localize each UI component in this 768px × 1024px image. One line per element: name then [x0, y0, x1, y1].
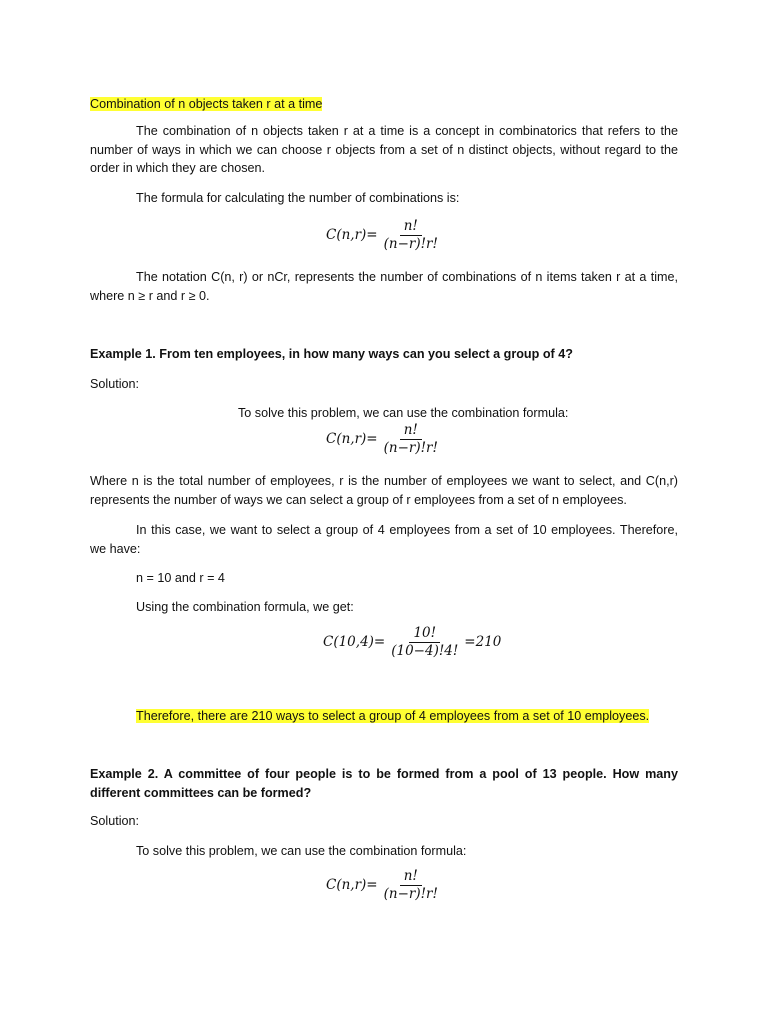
section-heading: [90, 95, 678, 114]
calc-result: =210: [464, 634, 502, 650]
highlighted-heading: Combination of n objects taken r at a time: [90, 97, 323, 111]
formula-lhs: C(n,r)=: [326, 431, 378, 447]
example1-where-text: Where n is the total number of employees, r is the number of employees we want to select, and C(n,r) represents the number of ways we can select a group of r employees from a set of n employees.: [90, 474, 678, 507]
example1-case-text: In this case, we want to select a group of 4 employees from a set of 10 employees. Therefore, we have:: [90, 523, 678, 556]
example1-solution-label: Solution:: [90, 377, 140, 391]
example1-calculation: [323, 626, 501, 659]
formula-numerator: n!: [400, 219, 422, 236]
combination-formula: [326, 219, 444, 252]
formula-numerator: n!: [400, 423, 422, 440]
example1-formula: [326, 423, 444, 456]
example1-use-formula: To solve this problem, we can use the combination formula:: [238, 406, 569, 420]
formula-lhs: C(n,r)=: [326, 877, 378, 893]
calc-numerator: 10!: [409, 626, 440, 643]
formula-denominator: (n−r)!r!: [383, 236, 438, 252]
highlighted-conclusion: Therefore, there are 210 ways to select a group of 4 employees from a set of 10 employees.: [136, 709, 650, 723]
formula-lhs: C(n,r)=: [326, 227, 378, 243]
formula-intro: The formula for calculating the number of combinations is:: [136, 191, 460, 205]
example1-conclusion: [136, 707, 696, 726]
notation-paragraph: The notation C(n, r) or nCr, represents the number of combinations of n items taken r at a time, where n ≥ r and r ≥ 0.: [90, 270, 678, 303]
formula-fraction: [380, 869, 442, 902]
example2-formula: [326, 869, 444, 902]
calc-lhs: C(10,4)=: [323, 634, 386, 650]
formula-fraction: [380, 423, 442, 456]
example2-use-formula: To solve this problem, we can use the combination formula:: [136, 844, 467, 858]
example2-solution-label: Solution:: [90, 814, 140, 828]
intro-paragraph: The combination of n objects taken r at a time is a concept in combinatorics that refers to the number of ways in which we can choose r objects from a set of n distinct objects, without regard to the order in which they are chosen.: [90, 124, 678, 175]
formula-denominator: (n−r)!r!: [383, 886, 438, 902]
example1-using-text: Using the combination formula, we get:: [136, 600, 354, 614]
calc-fraction: [387, 626, 462, 659]
calc-denominator: (10−4)!4!: [391, 643, 459, 659]
formula-fraction: [380, 219, 442, 252]
formula-denominator: (n−r)!r!: [383, 440, 438, 456]
example2-question: Example 2. A committee of four people is to be formed from a pool of 13 people. How many different committees can be formed?: [90, 767, 678, 800]
example1-question: Example 1. From ten employees, in how many ways can you select a group of 4?: [90, 347, 573, 361]
example1-values: n = 10 and r = 4: [136, 571, 225, 585]
formula-numerator: n!: [400, 869, 422, 886]
